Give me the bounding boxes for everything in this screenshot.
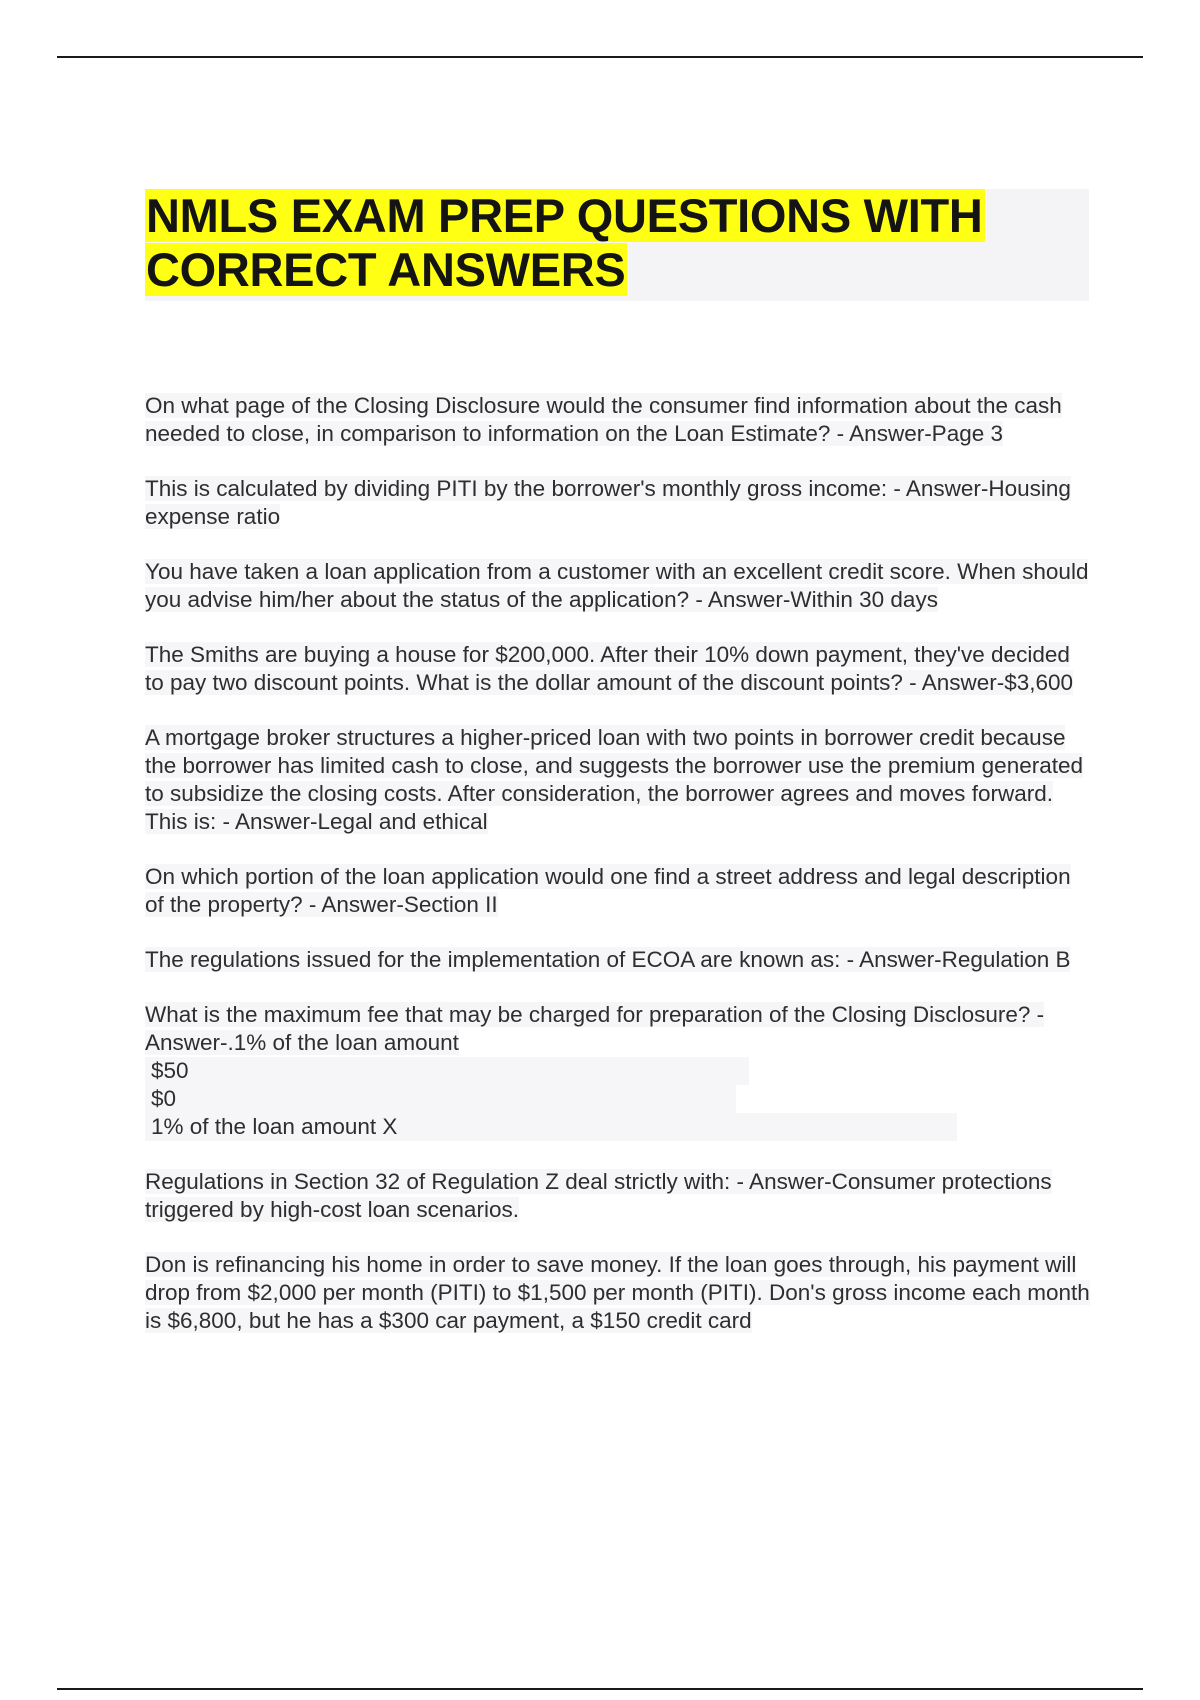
qa-item xyxy=(145,475,1090,531)
qa-item xyxy=(145,392,1090,448)
qa-option: $50 xyxy=(145,1057,749,1085)
document-title xyxy=(145,189,1089,297)
qa-option: 1% of the loan amount X xyxy=(145,1113,957,1141)
qa-text: On what page of the Closing Disclosure would the consumer find information about the cash needed to close, in comparison to information on the Loan Estimate? - Answer-Page 3 xyxy=(145,393,1062,446)
title-line-2: CORRECT ANSWERS xyxy=(146,243,626,296)
title-line-1: NMLS EXAM PREP QUESTIONS WITH xyxy=(146,189,983,242)
qa-item xyxy=(145,1251,1090,1335)
qa-text: Regulations in Section 32 of Regulation Z deal strictly with: - Answer-Consumer protections triggered by high-cost loan scenarios. xyxy=(145,1169,1052,1222)
top-rule xyxy=(57,56,1143,58)
qa-text: What is the maximum fee that may be charged for preparation of the Closing Disclosure? - Answer-.1% of the loan amount xyxy=(145,1002,1045,1055)
qa-text: The Smiths are buying a house for $200,000. After their 10% down payment, they've decided to pay two discount points. What is the dollar amount of the discount points? - Answer-$3,600 xyxy=(145,642,1074,695)
qa-list xyxy=(145,392,1090,1362)
qa-text: This is calculated by dividing PITI by the borrower's monthly gross income: - Answer-Housing expense ratio xyxy=(145,476,1071,529)
qa-text: Don is refinancing his home in order to save money. If the loan goes through, his payment will drop from $2,000 per month (PITI) to $1,500 per month (PITI). Don's gross income each month is $6,800, but he has a $300 car payment, a $150 credit card xyxy=(145,1252,1090,1333)
title-block xyxy=(145,189,1089,301)
qa-item xyxy=(145,724,1090,836)
bottom-rule xyxy=(57,1688,1143,1690)
qa-option: $0 xyxy=(145,1085,736,1113)
qa-item xyxy=(145,1168,1090,1224)
qa-text: On which portion of the loan application would one find a street address and legal description of the property? - Answer-Section II xyxy=(145,864,1071,917)
qa-text: A mortgage broker structures a higher-priced loan with two points in borrower credit because the borrower has limited cash to close, and suggests the borrower use the premium generated to subsidize the closing costs. After consideration, the borrower agrees and moves forward. This is: - Answer-Legal and ethical xyxy=(145,725,1084,834)
qa-item xyxy=(145,946,1090,974)
qa-text: You have taken a loan application from a customer with an excellent credit score. When should you advise him/her about the status of the application? - Answer-Within 30 days xyxy=(145,559,1089,612)
qa-item xyxy=(145,558,1090,614)
qa-item xyxy=(145,863,1090,919)
qa-text: The regulations issued for the implementation of ECOA are known as: - Answer-Regulation B xyxy=(145,947,1071,972)
qa-item xyxy=(145,1001,1090,1141)
qa-item xyxy=(145,641,1090,697)
